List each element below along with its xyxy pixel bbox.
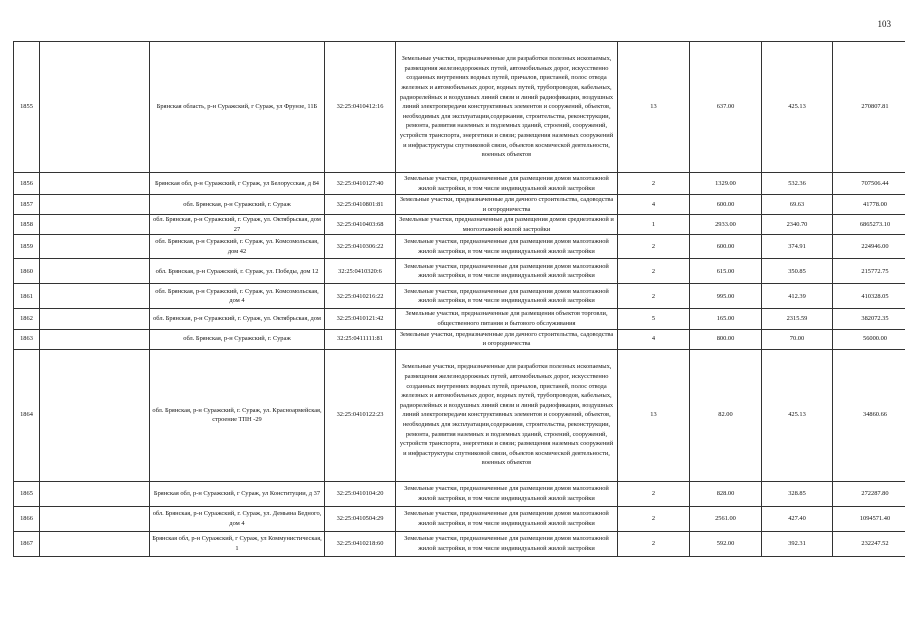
address-cell: обл. Брянская, р-н Суражский, г. Сураж, ул. Красноармейская, строение ТПН -29 — [150, 349, 325, 481]
use-code-cell: 2 — [618, 235, 690, 259]
area-cell: 2561.00 — [690, 506, 762, 531]
address-cell: обл. Брянская, р-н Суражский, г. Сураж, ул. Октябрьская, дом 27 — [150, 215, 325, 235]
cadastral-value-cell: 41778.00 — [833, 195, 905, 215]
land-use-cell: Земельные участки, предназначенные для разработки полезных ископаемых, размещения железнодорожных путей, автомобильных дорог, искусственно созданных внутренних водных путей, причалов, пристаней, полос отвода железных и автомобильных дорог, водных путей, трубопроводов, кабельных, радиорелейных и воздушных линий связи и линий радиофикации, воздушных линий электропередачи конструктивных элементов и сооружений, объектов, необходимых для эксплуатации,содержания, строительства, реконструкции, ремонта, развития наземных и подземных зданий, строений, сооружений, устройств транспорта, энергетики и связи; размещения наземных сооружений и инфраструктуры спутниковой связи, объектов космической деятельности, военных объектов — [396, 42, 618, 173]
land-registry-table — [13, 41, 905, 557]
area-cell: 615.00 — [690, 259, 762, 284]
row-number-cell: 1855 — [14, 42, 40, 173]
address-cell: обл. Брянская, р-н Суражский, г. Сураж, ул. Демьяна Бедного, дом 4 — [150, 506, 325, 531]
blank-cell — [40, 481, 150, 506]
land-use-cell: Земельные участки, предназначенные для размещения домов малоэтажной жилой застройки, в том числе индивидуальной жилой застройки — [396, 235, 618, 259]
address-cell: обл. Брянская, р-н Суражский, г. Сураж — [150, 329, 325, 349]
table-row — [14, 531, 905, 556]
row-number-cell: 1865 — [14, 481, 40, 506]
address-cell: обл. Брянская, р-н Суражский, г. Сураж, ул. Победы, дом 12 — [150, 259, 325, 284]
blank-cell — [40, 284, 150, 309]
blank-cell — [40, 195, 150, 215]
cadastral-number-cell: 32:25:0411111:81 — [325, 329, 396, 349]
specific-value-cell: 425.13 — [762, 42, 833, 173]
address-cell: обл. Брянская, р-н Суражский, г. Сураж, ул. Комсомольская, дом 42 — [150, 235, 325, 259]
specific-value-cell: 412.39 — [762, 284, 833, 309]
cadastral-value-cell: 56000.00 — [833, 329, 905, 349]
specific-value-cell: 532.36 — [762, 173, 833, 195]
cadastral-value-cell: 1094571.40 — [833, 506, 905, 531]
area-cell: 995.00 — [690, 284, 762, 309]
cadastral-value-cell: 6865273.10 — [833, 215, 905, 235]
address-cell: обл. Брянская, р-н Суражский, г. Сураж, ул. Октябрьская, дом — [150, 309, 325, 329]
table-row — [14, 259, 905, 284]
use-code-cell: 13 — [618, 42, 690, 173]
table-row — [14, 329, 905, 349]
use-code-cell: 2 — [618, 506, 690, 531]
address-cell: Брянская обл, р-н Суражский, г Сураж, ул Белорусская, д 84 — [150, 173, 325, 195]
cadastral-number-cell: 32:25:0410412:16 — [325, 42, 396, 173]
table-row — [14, 506, 905, 531]
specific-value-cell: 70.00 — [762, 329, 833, 349]
use-code-cell: 2 — [618, 531, 690, 556]
address-cell: Брянская обл, р-н Суражский, г Сураж, ул Коммунистическая, 1 — [150, 531, 325, 556]
blank-cell — [40, 173, 150, 195]
land-use-cell: Земельные участки, предназначенные для размещения домов малоэтажной жилой застройки, в том числе индивидуальной жилой застройки — [396, 506, 618, 531]
blank-cell — [40, 506, 150, 531]
address-cell: обл. Брянская, р-н Суражский, г. Сураж — [150, 195, 325, 215]
use-code-cell: 13 — [618, 349, 690, 481]
table-row — [14, 284, 905, 309]
cadastral-number-cell: 32:25:0410504:29 — [325, 506, 396, 531]
land-use-cell: Земельные участки, предназначенные для размещения домов малоэтажной жилой застройки, в том числе индивидуальной жилой застройки — [396, 259, 618, 284]
table-row — [14, 235, 905, 259]
address-cell: Брянская обл, р-н Суражский, г Сураж, ул Конституции, д 37 — [150, 481, 325, 506]
row-number-cell: 1864 — [14, 349, 40, 481]
cadastral-number-cell: 32:25:0410104:20 — [325, 481, 396, 506]
area-cell: 600.00 — [690, 195, 762, 215]
row-number-cell: 1856 — [14, 173, 40, 195]
table-row — [14, 349, 905, 481]
page-number: 103 — [877, 19, 891, 29]
land-use-cell: Земельные участки, предназначенные для размещения домов среднеэтажной и многоэтажной жилой застройки — [396, 215, 618, 235]
area-cell: 82.00 — [690, 349, 762, 481]
area-cell: 1329.00 — [690, 173, 762, 195]
cadastral-value-cell: 270807.81 — [833, 42, 905, 173]
table-row — [14, 42, 905, 173]
area-cell: 828.00 — [690, 481, 762, 506]
table-row — [14, 173, 905, 195]
use-code-cell: 2 — [618, 481, 690, 506]
cadastral-number-cell: 32:25:0410801:81 — [325, 195, 396, 215]
blank-cell — [40, 329, 150, 349]
use-code-cell: 5 — [618, 309, 690, 329]
specific-value-cell: 2340.70 — [762, 215, 833, 235]
land-use-cell: Земельные участки, предназначенные для разработки полезных ископаемых, размещения железнодорожных путей, автомобильных дорог, искусственно созданных внутренних водных путей, причалов, пристаней, полос отвода железных и автомобильных дорог, водных путей, трубопроводов, кабельных, радиорелейных и воздушных линий связи и линий радиофикации, воздушных линий электропередачи конструктивных элементов и сооружений, объектов, необходимых для эксплуатации,содержания, строительства, реконструкции, ремонта, развития наземных и подземных зданий, строений, сооружений, устройств транспорта, энергетики и связи; размещения наземных сооружений и инфраструктуры спутниковой связи, объектов космической деятельности, военных объектов — [396, 349, 618, 481]
table-row — [14, 481, 905, 506]
land-use-cell: Земельные участки, предназначенные для размещения объектов торговли, общественного питания и бытового обслуживания — [396, 309, 618, 329]
address-cell: Брянская область, р-н Суражский, г Сураж, ул Фрунзе, 11Б — [150, 42, 325, 173]
cadastral-value-cell: 224946.00 — [833, 235, 905, 259]
blank-cell — [40, 531, 150, 556]
cadastral-value-cell: 410328.05 — [833, 284, 905, 309]
specific-value-cell: 427.40 — [762, 506, 833, 531]
use-code-cell: 4 — [618, 329, 690, 349]
row-number-cell: 1866 — [14, 506, 40, 531]
use-code-cell: 1 — [618, 215, 690, 235]
land-use-cell: Земельные участки, предназначенные для дачного строительства, садоводства и огородничества — [396, 329, 618, 349]
table-row — [14, 309, 905, 329]
row-number-cell: 1867 — [14, 531, 40, 556]
land-use-cell: Земельные участки, предназначенные для размещения домов малоэтажной жилой застройки, в том числе индивидуальной жилой застройки — [396, 284, 618, 309]
land-use-cell: Земельные участки, предназначенные для дачного строительства, садоводства и огородничества — [396, 195, 618, 215]
area-cell: 600.00 — [690, 235, 762, 259]
area-cell: 800.00 — [690, 329, 762, 349]
area-cell: 165.00 — [690, 309, 762, 329]
area-cell: 2933.00 — [690, 215, 762, 235]
cadastral-number-cell: 32:25:0410218:60 — [325, 531, 396, 556]
specific-value-cell: 392.31 — [762, 531, 833, 556]
use-code-cell: 2 — [618, 259, 690, 284]
area-cell: 592.00 — [690, 531, 762, 556]
specific-value-cell: 69.63 — [762, 195, 833, 215]
address-cell: обл. Брянская, р-н Суражский, г. Сураж, ул. Комсомольская, дом 4 — [150, 284, 325, 309]
land-use-cell: Земельные участки, предназначенные для размещения домов малоэтажной жилой застройки, в том числе индивидуальной жилой застройки — [396, 481, 618, 506]
specific-value-cell: 328.85 — [762, 481, 833, 506]
cadastral-number-cell: 32:25:0410121:42 — [325, 309, 396, 329]
use-code-cell: 2 — [618, 173, 690, 195]
cadastral-number-cell: 32:25:0410122:23 — [325, 349, 396, 481]
row-number-cell: 1859 — [14, 235, 40, 259]
cadastral-number-cell: 32:25:0410127:40 — [325, 173, 396, 195]
specific-value-cell: 350.85 — [762, 259, 833, 284]
cadastral-value-cell: 707506.44 — [833, 173, 905, 195]
cadastral-number-cell: 32:25:0410306:22 — [325, 235, 396, 259]
blank-cell — [40, 309, 150, 329]
table-row — [14, 215, 905, 235]
specific-value-cell: 374.91 — [762, 235, 833, 259]
use-code-cell: 2 — [618, 284, 690, 309]
cadastral-value-cell: 232247.52 — [833, 531, 905, 556]
cadastral-number-cell: 32:25:0410403:68 — [325, 215, 396, 235]
cadastral-value-cell: 215772.75 — [833, 259, 905, 284]
cadastral-number-cell: 32:25:0410216:22 — [325, 284, 396, 309]
row-number-cell: 1861 — [14, 284, 40, 309]
use-code-cell: 4 — [618, 195, 690, 215]
blank-cell — [40, 42, 150, 173]
land-use-cell: Земельные участки, предназначенные для размещения домов малоэтажной жилой застройки, в том числе индивидуальной жилой застройки — [396, 531, 618, 556]
land-use-cell: Земельные участки, предназначенные для размещения домов малоэтажной жилой застройки, в том числе индивидуальной жилой застройки — [396, 173, 618, 195]
row-number-cell: 1863 — [14, 329, 40, 349]
table-body — [14, 42, 905, 557]
specific-value-cell: 425.13 — [762, 349, 833, 481]
blank-cell — [40, 215, 150, 235]
cadastral-value-cell: 382072.35 — [833, 309, 905, 329]
row-number-cell: 1860 — [14, 259, 40, 284]
row-number-cell: 1857 — [14, 195, 40, 215]
blank-cell — [40, 349, 150, 481]
specific-value-cell: 2315.59 — [762, 309, 833, 329]
blank-cell — [40, 259, 150, 284]
area-cell: 637.00 — [690, 42, 762, 173]
row-number-cell: 1858 — [14, 215, 40, 235]
cadastral-number-cell: 32:25:0410320:6 — [325, 259, 396, 284]
cadastral-value-cell: 272287.80 — [833, 481, 905, 506]
blank-cell — [40, 235, 150, 259]
table-row — [14, 195, 905, 215]
cadastral-value-cell: 34860.66 — [833, 349, 905, 481]
row-number-cell: 1862 — [14, 309, 40, 329]
